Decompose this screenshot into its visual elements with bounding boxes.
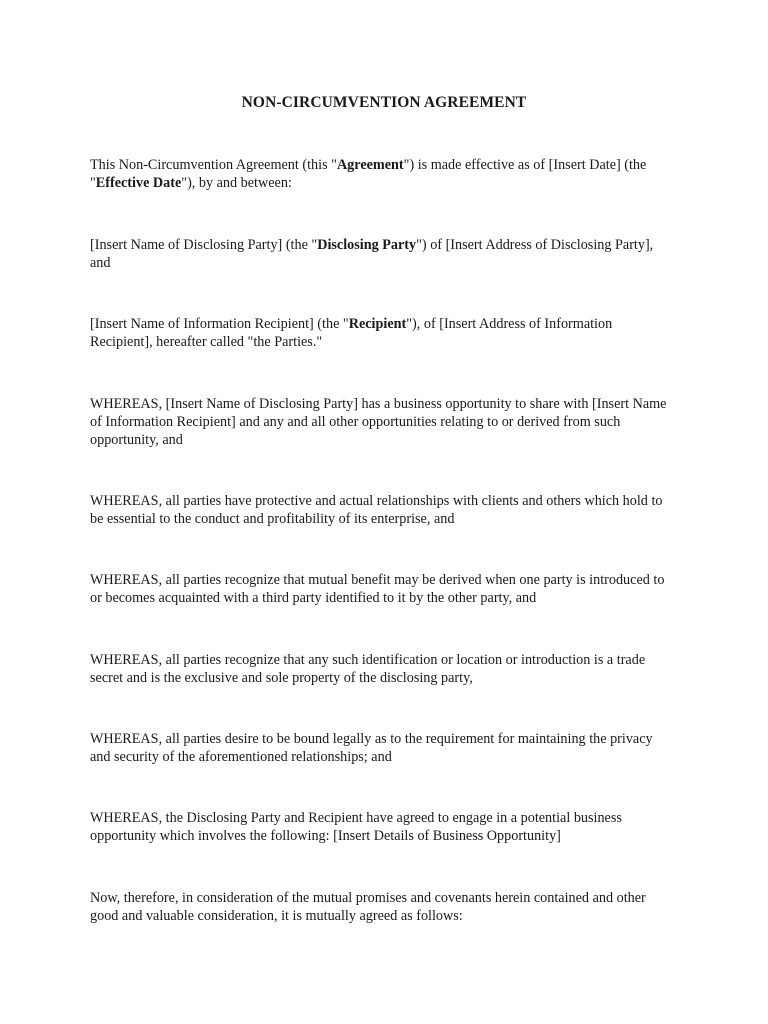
recipient-text-2: "), of [Insert Address of Information Recipient], hereafter called "the Parties.": [90, 316, 613, 350]
whereas-paragraph-5: WHEREAS, all parties desire to be bound legally as to the requirement for maintaining the privacy and security of the aforementioned relationships; and: [90, 731, 653, 765]
recipient-paragraph: [90, 315, 676, 351]
document-title: NON-CIRCUMVENTION AGREEMENT: [241, 94, 527, 111]
intro-text-1: This Non-Circumvention Agreement (this ": [90, 157, 337, 173]
whereas-paragraph-1: WHEREAS, [Insert Name of Disclosing Party] has a business opportunity to share with [Insert Name of Information Recipient] and any and all other opportunities relating to or derived from such opportunity, and: [90, 396, 667, 448]
intro-paragraph: [90, 156, 676, 192]
whereas-paragraph-4: WHEREAS, all parties recognize that any such identification or location or introduction is a trade secret and is the exclusive and sole property of the disclosing party,: [90, 652, 646, 686]
intro-text-3: "), by and between:: [181, 175, 292, 191]
whereas-paragraph-3: WHEREAS, all parties recognize that mutual benefit may be derived when one party is introduced to or becomes acquainted with a third party identified to it by the other party, and: [90, 572, 665, 606]
effective-date-term: Effective Date: [95, 175, 182, 191]
now-therefore-paragraph: Now, therefore, in consideration of the mutual promises and covenants herein contained and other good and valuable consideration, it is mutually agreed as follows:: [90, 890, 646, 924]
recipient-term: Recipient: [348, 316, 407, 332]
disclosing-party-paragraph: [90, 236, 676, 272]
disclosing-party-term: Disclosing Party: [317, 237, 417, 253]
whereas-paragraph-2: WHEREAS, all parties have protective and actual relationships with clients and others which hold to be essential to the conduct and profitability of its enterprise, and: [90, 493, 663, 527]
intro-text-2: ") is made effective as of [Insert Date] (the ": [90, 157, 647, 191]
disclosing-text-2: ") of [Insert Address of Disclosing Party], and: [90, 237, 654, 271]
whereas-paragraph-6: WHEREAS, the Disclosing Party and Recipient have agreed to engage in a potential business opportunity which involves the following: [Insert Details of Business Opportunity]: [90, 810, 622, 844]
agreement-term: Agreement: [336, 157, 404, 173]
recipient-text-1: [Insert Name of Information Recipient] (the ": [90, 316, 349, 332]
disclosing-text-1: [Insert Name of Disclosing Party] (the ": [90, 237, 318, 253]
